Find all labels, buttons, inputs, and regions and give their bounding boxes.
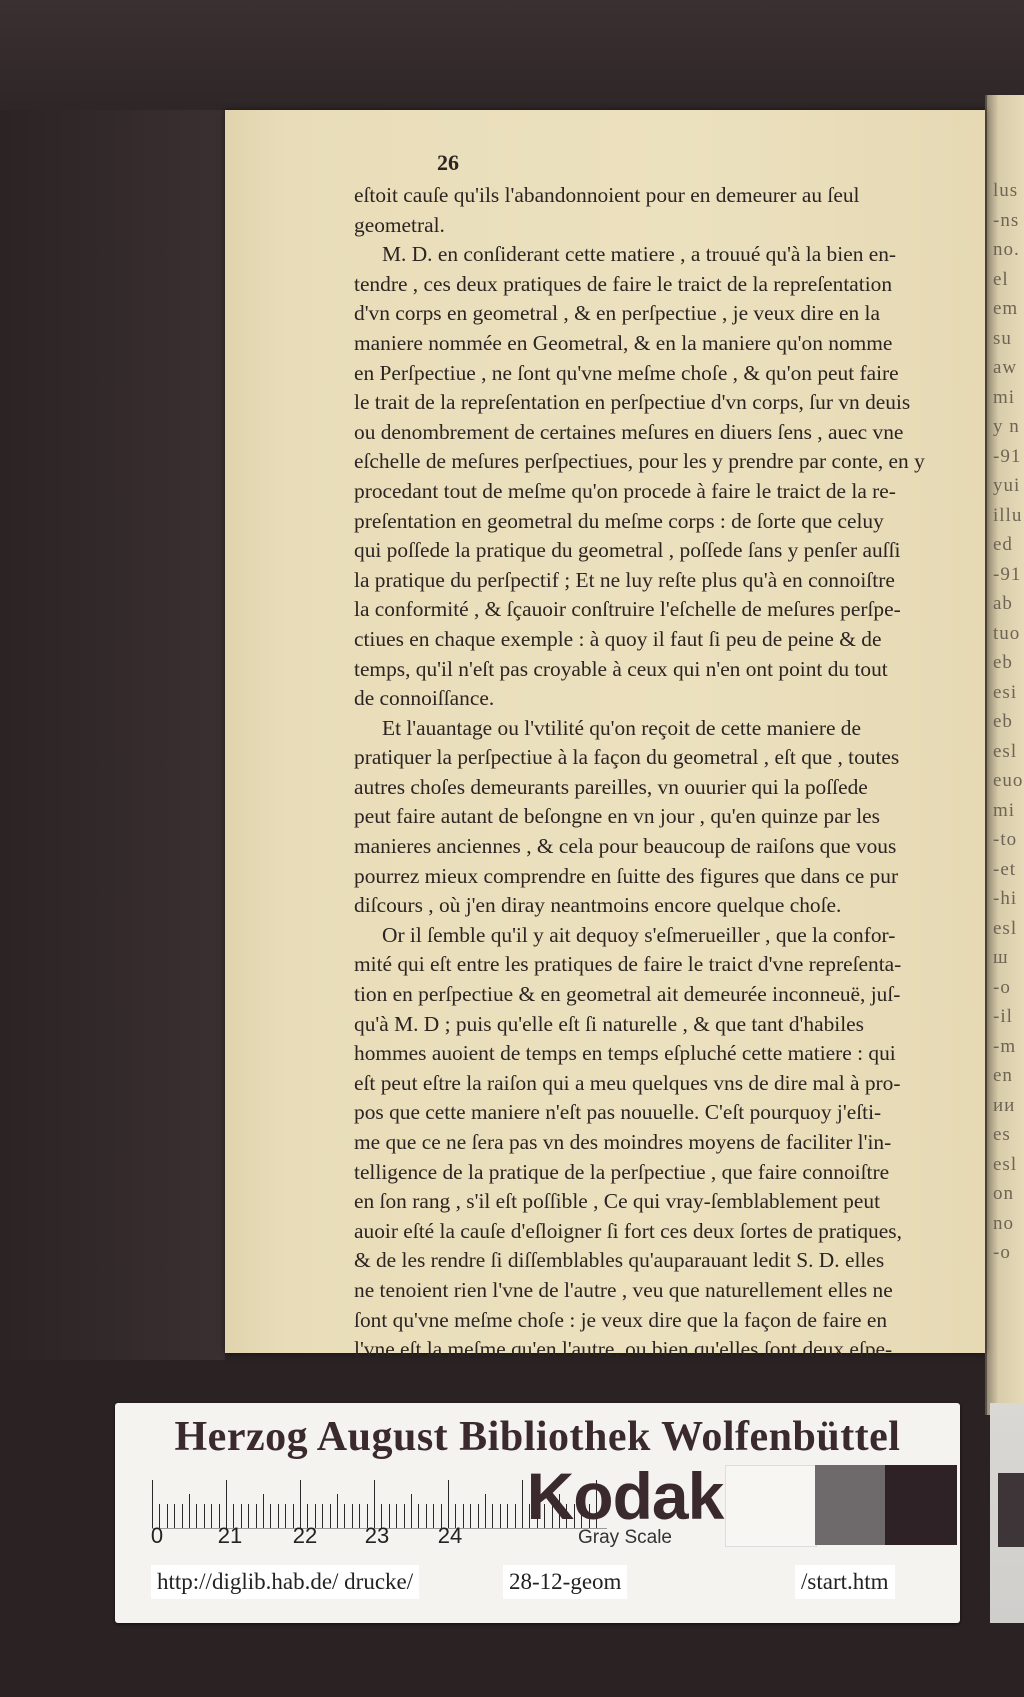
ruler-tick: [492, 1504, 493, 1528]
ruler-tick: [189, 1494, 190, 1528]
text-line: la pratique du perſpectif ; Et ne luy reſte plus qu'à en connoiſtre: [354, 567, 895, 592]
text-line: de connoiſſance.: [354, 686, 495, 711]
ruler-tick: [196, 1504, 197, 1528]
facing-page-fragment: em: [993, 298, 1019, 319]
ruler-tick: [278, 1504, 279, 1528]
facing-page-fragment: ab: [993, 593, 1013, 614]
text-line: pos que cette maniere n'eſt pas nouuelle. C'eſt pourquoy j'eſti-: [354, 1100, 882, 1125]
ruler-tick: [263, 1494, 264, 1528]
ruler-tick: [270, 1504, 271, 1528]
text-line: hommes auoient de temps en temps eſpluché cette matiere : qui: [354, 1041, 896, 1066]
text-line: peut faire autant de beſongne en vn jour , qu'en quinze par les: [354, 804, 880, 829]
text-line: ou denombrement de certaines meſures en diuers ſens , auec vne: [354, 419, 904, 444]
gray-swatch-white: [725, 1465, 817, 1547]
facing-page-fragment: ии: [993, 1094, 1016, 1116]
facing-page-fragment: yui: [993, 475, 1021, 496]
facing-page-fragment: el: [993, 268, 1009, 290]
text-line: la conformité , & ſçauoir conſtruire l'eſchelle de meſures perſpe-: [354, 597, 901, 622]
ruler-tick: [204, 1504, 205, 1528]
gray-scale-label: Gray Scale: [578, 1527, 672, 1548]
facing-page-fragment: aw: [993, 357, 1018, 378]
text-line: M. D. en conſiderant cette matiere , a trouué qu'à la bien en-: [382, 242, 897, 267]
text-line: qu'à M. D ; puis qu'elle eſt ſi naturelle , & que tant d'habiles: [354, 1011, 864, 1036]
ruler-tick: [330, 1504, 331, 1528]
ruler-tick: [507, 1504, 508, 1528]
text-line: eſt peut eſtre la raiſon qui a meu quelques vns de dire mal à pro-: [354, 1070, 901, 1095]
page-number: 26: [437, 150, 459, 175]
facing-page-fragment: -91: [993, 563, 1022, 585]
ruler-label: 24: [437, 1523, 463, 1548]
text-line: tion en perſpectiue & en geometral ait demeurée inconneuë, juſ-: [354, 982, 901, 1007]
text-line: ctiues en chaque exemple : à quoy il faut ſi peu de peine & de: [354, 626, 882, 651]
paragraph: [354, 714, 966, 921]
facing-page-fragment: no: [993, 1212, 1014, 1234]
facing-page-fragment: ш: [993, 947, 1009, 968]
calibration-target: [115, 1403, 960, 1623]
facing-page-fragment: -ns: [993, 209, 1020, 231]
facing-page-fragment: -o: [993, 976, 1011, 998]
ruler-tick: [418, 1504, 419, 1528]
text-line: telligence de la pratique de la perſpectiue , que faire connoiſtre: [354, 1159, 890, 1184]
facing-page-fragment: -et: [993, 858, 1017, 880]
url-part-id: 28-12-geom: [503, 1565, 627, 1599]
facing-page-fragment: esl: [993, 740, 1018, 762]
facing-page-fragment: esl: [993, 1153, 1018, 1175]
facing-page-fragment: -91: [993, 445, 1022, 467]
ruler-tick: [448, 1480, 449, 1528]
facing-page-fragment: -hi: [993, 888, 1018, 909]
text-line: manieres anciennes , & cela pour beaucoup de raiſons que vous: [354, 834, 897, 859]
text-line: l'vne eſt la meſme qu'en l'autre, ou bien qu'elles ſont deux eſpe-: [354, 1337, 893, 1362]
url-part-file: /start.htm: [795, 1565, 895, 1599]
facing-page-fragment: -o: [993, 1242, 1011, 1263]
ruler-label: 22: [292, 1523, 318, 1548]
scan-backdrop-top: [0, 0, 1024, 110]
text-line: & de les rendre ſi diſſemblables qu'auparauant ledit S. D. elles: [354, 1248, 885, 1273]
facing-page-fragment: esl: [993, 917, 1018, 939]
text-line: auoir eſté la cauſe d'eſloigner ſi fort ces deux ſortes de pratiques,: [354, 1218, 902, 1243]
scan-backdrop-left: [0, 110, 225, 1360]
facing-page-fragment: es: [993, 1124, 1011, 1145]
facing-page-fragment: eb: [993, 652, 1013, 673]
text-line: Et l'auantage ou l'vtilité qu'on reçoit de cette maniere de: [382, 715, 861, 740]
url-part-host: http://diglib.hab.de/ drucke/: [151, 1565, 419, 1599]
text-line: qui poſſede la pratique du geometral , poſſede ſans y penſer auſſi: [354, 538, 901, 563]
text-line: pratiquer la perſpectiue à la façon du geometral , eſt que , toutes: [354, 745, 900, 770]
library-name: Herzog August Bibliothek Wolfenbüttel: [174, 1414, 901, 1460]
ruler-tick: [182, 1504, 183, 1528]
text-line: preſentation en geometral du meſme corps : de ſorte que celuy: [354, 508, 884, 533]
facing-page-fragment: -m: [993, 1035, 1017, 1057]
text-line: temps, qu'il n'eſt pas croyable à ceux qui n'en ont point du tout: [354, 656, 888, 681]
text-line: maniere nommée en Geometral, & en la maniere qu'on nomme: [354, 330, 893, 355]
facing-page-fragment: ed: [993, 534, 1013, 555]
adjacent-target-edge: [990, 1403, 1024, 1623]
page-text: [354, 181, 966, 1394]
facing-page-fragment: euo: [993, 770, 1023, 791]
text-line: pourrez mieux comprendre en ſuitte des figures que dans ce pur: [354, 863, 899, 888]
paragraph: [354, 240, 966, 714]
facing-page-fragment: esi: [993, 681, 1018, 703]
ruler-tick: [256, 1504, 257, 1528]
ruler-tick: [374, 1480, 375, 1528]
text-line: ne tenoient rien l'vne de l'autre , veu que naturellement elles ne: [354, 1277, 893, 1302]
ruler-tick: [485, 1494, 486, 1528]
ruler-tick: [152, 1480, 153, 1528]
gray-swatch-mid: [815, 1465, 885, 1545]
gutter-shadow: [985, 95, 987, 1415]
facing-page-fragment: mi: [993, 386, 1016, 408]
ruler-tick: [344, 1504, 345, 1528]
ruler-tick: [470, 1504, 471, 1528]
ruler-tick: [411, 1494, 412, 1528]
kodak-logo: Kodak: [526, 1459, 724, 1533]
text-line: ces d'vn genre ou deux cas d'vne propoſition de geometrie.: [354, 1366, 855, 1391]
facing-page-fragment: y n: [993, 416, 1020, 437]
text-line: en ſon rang , s'il eſt poſſible , Ce qui vray-ſemblablement peut: [354, 1189, 881, 1214]
facing-page-fragment: mi: [993, 799, 1016, 821]
facing-page-fragment: lus: [993, 180, 1019, 201]
text-line: le trait de la repreſentation en perſpectiue d'vn corps, ſur vn deuis: [354, 390, 911, 415]
facing-page-fragment: -il: [993, 1006, 1013, 1027]
text-line: procedant tout de meſme qu'on procede à faire le traict de la re-: [354, 478, 896, 503]
text-line: en Perſpectiue , ne ſont qu'vne meſme choſe , & qu'on peut faire: [354, 360, 899, 385]
text-line: me que ce ne ſera pas vn des moindres moyens de faciliter l'in-: [354, 1130, 892, 1154]
ruler-label: 21: [217, 1523, 243, 1548]
ruler-tick: [478, 1504, 479, 1528]
facing-page-fragment: no.: [993, 239, 1020, 260]
text-line: Or il ſemble qu'il y ait dequoy s'eſmerueiller , que la confor-: [382, 922, 896, 947]
facing-page-fragment: eb: [993, 711, 1013, 732]
facing-page-fragment: -to: [993, 829, 1018, 850]
text-line: tendre , ces deux pratiques de faire le traict de la repreſentation: [354, 271, 893, 296]
facing-page-fragment: su: [993, 327, 1012, 349]
text-line: autres choſes demeurants pareilles, vn ouurier qui la poſſede: [354, 774, 868, 799]
text-line: eſchelle de meſures perſpectiues, pour les y prendre par conte, en y: [354, 449, 925, 474]
ruler-tick: [426, 1504, 427, 1528]
ruler-tick: [300, 1480, 301, 1528]
facing-page-edge: [985, 95, 1024, 1415]
text-line: d'vn corps en geometral , & en perſpectiue , je veux dire en la: [354, 301, 880, 326]
ruler-label: 23: [364, 1523, 390, 1548]
text-line: ſont qu'vne meſme choſe : je veux dire que la façon de faire en: [354, 1307, 888, 1332]
ruler-label: 0: [150, 1523, 164, 1548]
paragraph: [354, 181, 966, 240]
text-line: mité qui eſt entre les pratiques de faire le traict d'vne repreſenta-: [354, 952, 902, 977]
ruler-tick: [337, 1494, 338, 1528]
facing-page-fragment: illu: [993, 504, 1023, 526]
facing-page-fragment: on: [993, 1183, 1014, 1204]
text-line: diſcours , où j'en diray neantmoins encore quelque choſe.: [354, 893, 842, 918]
gray-swatch-black: [885, 1465, 957, 1545]
ruler-tick: [500, 1504, 501, 1528]
ruler-tick: [352, 1504, 353, 1528]
paragraph: [354, 921, 966, 1395]
ruler-tick: [404, 1504, 405, 1528]
facing-page-fragment: en: [993, 1065, 1013, 1086]
text-line: geometral.: [354, 212, 445, 237]
text-line: eſtoit cauſe qu'ils l'abandonnoient pour en demeurer au ſeul: [354, 183, 860, 207]
ruler-tick: [226, 1480, 227, 1528]
facing-page-fragment: tuo: [993, 622, 1021, 644]
